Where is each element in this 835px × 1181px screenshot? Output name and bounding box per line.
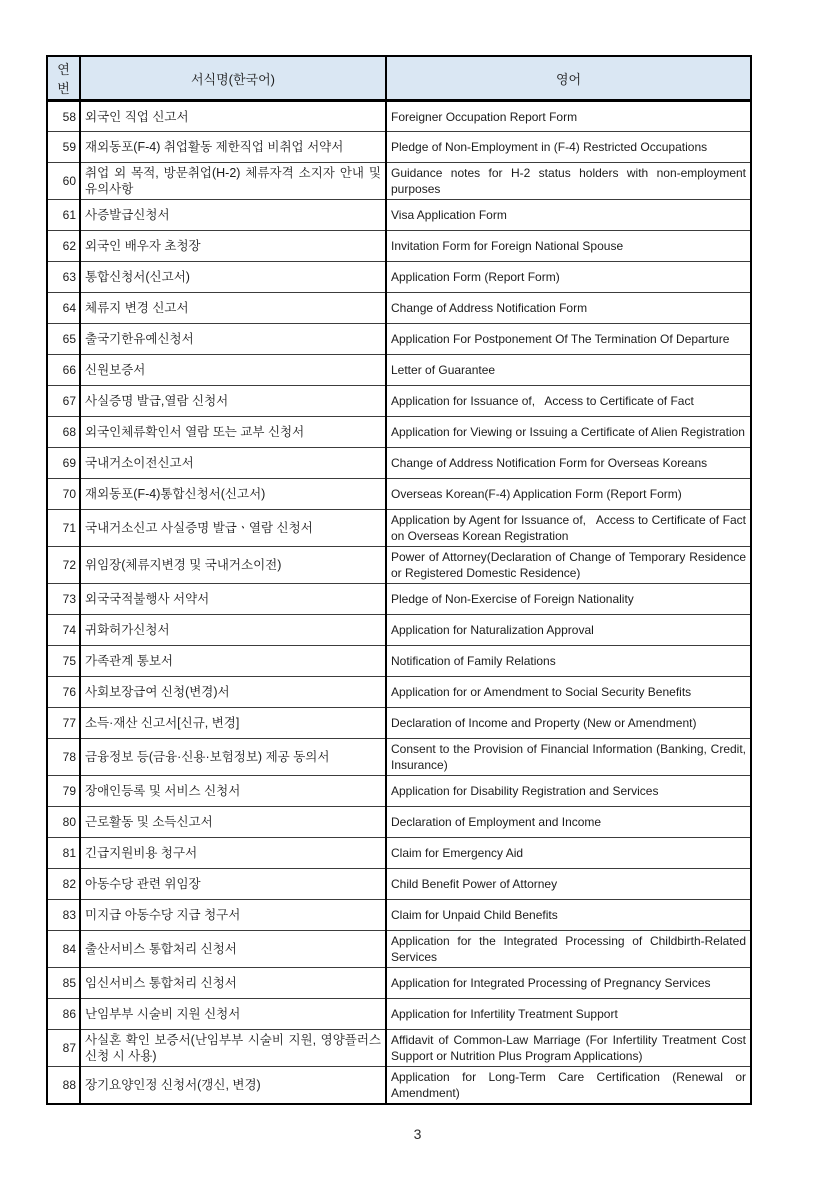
- english-form-name-cell: Claim for Emergency Aid: [386, 838, 751, 869]
- table-row: [47, 262, 751, 293]
- korean-form-name-cell: 신원보증서: [80, 355, 386, 386]
- header-cell-number: 연번: [47, 56, 80, 101]
- english-form-name-cell: Guidance notes for H-2 status holders with non-employment purposes: [386, 163, 751, 200]
- table-row: [47, 324, 751, 355]
- english-form-name-cell: Foreigner Occupation Report Form: [386, 101, 751, 132]
- table-row: [47, 999, 751, 1030]
- korean-form-name-cell: 가족관계 통보서: [80, 646, 386, 677]
- table-row: [47, 547, 751, 584]
- row-number-cell: 71: [47, 510, 80, 547]
- row-number-cell: 85: [47, 968, 80, 999]
- forms-table: [46, 55, 752, 1105]
- korean-form-name-cell: 체류지 변경 신고서: [80, 293, 386, 324]
- korean-form-name-cell: 사회보장급여 신청(변경)서: [80, 677, 386, 708]
- korean-form-name-cell: 장기요양인정 신청서(갱신, 변경): [80, 1067, 386, 1105]
- korean-form-name-cell: 재외동포(F-4) 취업활동 제한직업 비취업 서약서: [80, 132, 386, 163]
- table-row: [47, 386, 751, 417]
- row-number-cell: 68: [47, 417, 80, 448]
- row-number-cell: 73: [47, 584, 80, 615]
- korean-form-name-cell: 외국인 배우자 초청장: [80, 231, 386, 262]
- english-form-name-cell: Application For Postponement Of The Termination Of Departure: [386, 324, 751, 355]
- korean-form-name-cell: 재외동포(F-4)통합신청서(신고서): [80, 479, 386, 510]
- table-row: [47, 132, 751, 163]
- korean-form-name-cell: 통합신청서(신고서): [80, 262, 386, 293]
- row-number-cell: 69: [47, 448, 80, 479]
- english-form-name-cell: Application for Long-Term Care Certification (Renewal or Amendment): [386, 1067, 751, 1105]
- korean-form-name-cell: 사증발급신청서: [80, 200, 386, 231]
- row-number-cell: 62: [47, 231, 80, 262]
- table-row: [47, 677, 751, 708]
- table-row: [47, 448, 751, 479]
- table-row: [47, 1067, 751, 1105]
- table-row: [47, 838, 751, 869]
- korean-form-name-cell: 외국국적불행사 서약서: [80, 584, 386, 615]
- korean-form-name-cell: 국내거소이전신고서: [80, 448, 386, 479]
- row-number-cell: 61: [47, 200, 80, 231]
- english-form-name-cell: Pledge of Non-Employment in (F-4) Restricted Occupations: [386, 132, 751, 163]
- korean-form-name-cell: 취업 외 목적, 방문취업(H-2) 체류자격 소지자 안내 및 유의사항: [80, 163, 386, 200]
- table-row: [47, 163, 751, 200]
- english-form-name-cell: Letter of Guarantee: [386, 355, 751, 386]
- table-row: [47, 355, 751, 386]
- table-row: [47, 739, 751, 776]
- table-row: [47, 646, 751, 677]
- row-number-cell: 67: [47, 386, 80, 417]
- row-number-cell: 84: [47, 931, 80, 968]
- row-number-cell: 65: [47, 324, 80, 355]
- row-number-cell: 82: [47, 869, 80, 900]
- english-form-name-cell: Affidavit of Common-Law Marriage (For Infertility Treatment Cost Support or Nutrition Plus Program Applications): [386, 1030, 751, 1067]
- korean-form-name-cell: 소득·재산 신고서[신규, 변경]: [80, 708, 386, 739]
- table-row: [47, 101, 751, 132]
- table-row: [47, 869, 751, 900]
- table-row: [47, 807, 751, 838]
- english-form-name-cell: Application for Issuance of, Access to Certificate of Fact: [386, 386, 751, 417]
- english-form-name-cell: Change of Address Notification Form: [386, 293, 751, 324]
- english-form-name-cell: Application Form (Report Form): [386, 262, 751, 293]
- page-number: 3: [413, 1126, 422, 1142]
- table-row: [47, 231, 751, 262]
- row-number-cell: 74: [47, 615, 80, 646]
- english-form-name-cell: Visa Application Form: [386, 200, 751, 231]
- row-number-cell: 72: [47, 547, 80, 584]
- table-row: [47, 417, 751, 448]
- row-number-cell: 58: [47, 101, 80, 132]
- english-form-name-cell: Declaration of Income and Property (New or Amendment): [386, 708, 751, 739]
- korean-form-name-cell: 출산서비스 통합처리 신청서: [80, 931, 386, 968]
- korean-form-name-cell: 금융정보 등(금융·신용·보험정보) 제공 동의서: [80, 739, 386, 776]
- row-number-cell: 78: [47, 739, 80, 776]
- table-header-row: [47, 56, 751, 101]
- english-form-name-cell: Application by Agent for Issuance of, Access to Certificate of Fact on Overseas Korean Registration: [386, 510, 751, 547]
- table-row: [47, 900, 751, 931]
- english-form-name-cell: Notification of Family Relations: [386, 646, 751, 677]
- korean-form-name-cell: 임신서비스 통합처리 신청서: [80, 968, 386, 999]
- row-number-cell: 83: [47, 900, 80, 931]
- table-body: [47, 101, 751, 1105]
- korean-form-name-cell: 근로활동 및 소득신고서: [80, 807, 386, 838]
- korean-form-name-cell: 출국기한유예신청서: [80, 324, 386, 355]
- row-number-cell: 60: [47, 163, 80, 200]
- row-number-cell: 63: [47, 262, 80, 293]
- header-cell-english-name: 영어: [386, 56, 751, 101]
- english-form-name-cell: Claim for Unpaid Child Benefits: [386, 900, 751, 931]
- table-row: [47, 776, 751, 807]
- table-row: [47, 479, 751, 510]
- korean-form-name-cell: 아동수당 관련 위임장: [80, 869, 386, 900]
- table-row: [47, 293, 751, 324]
- row-number-cell: 79: [47, 776, 80, 807]
- english-form-name-cell: Application for Viewing or Issuing a Certificate of Alien Registration: [386, 417, 751, 448]
- english-form-name-cell: Application for Disability Registration and Services: [386, 776, 751, 807]
- english-form-name-cell: Application for the Integrated Processing of Childbirth-Related Services: [386, 931, 751, 968]
- english-form-name-cell: Invitation Form for Foreign National Spouse: [386, 231, 751, 262]
- english-form-name-cell: Pledge of Non-Exercise of Foreign Nationality: [386, 584, 751, 615]
- table-row: [47, 931, 751, 968]
- korean-form-name-cell: 귀화허가신청서: [80, 615, 386, 646]
- row-number-cell: 59: [47, 132, 80, 163]
- korean-form-name-cell: 사실증명 발급,열람 신청서: [80, 386, 386, 417]
- english-form-name-cell: Change of Address Notification Form for Overseas Koreans: [386, 448, 751, 479]
- english-form-name-cell: Declaration of Employment and Income: [386, 807, 751, 838]
- english-form-name-cell: Application for Naturalization Approval: [386, 615, 751, 646]
- row-number-cell: 80: [47, 807, 80, 838]
- table-row: [47, 1030, 751, 1067]
- english-form-name-cell: Child Benefit Power of Attorney: [386, 869, 751, 900]
- row-number-cell: 87: [47, 1030, 80, 1067]
- english-form-name-cell: Application for Integrated Processing of Pregnancy Services: [386, 968, 751, 999]
- english-form-name-cell: Application for or Amendment to Social Security Benefits: [386, 677, 751, 708]
- korean-form-name-cell: 사실혼 확인 보증서(난임부부 시술비 지원, 영양플러스 신청 시 사용): [80, 1030, 386, 1067]
- row-number-cell: 70: [47, 479, 80, 510]
- korean-form-name-cell: 위임장(체류지변경 및 국내거소이전): [80, 547, 386, 584]
- english-form-name-cell: Consent to the Provision of Financial Information (Banking, Credit, Insurance): [386, 739, 751, 776]
- table-row: [47, 200, 751, 231]
- header-cell-korean-name: 서식명(한국어): [80, 56, 386, 101]
- korean-form-name-cell: 국내거소신고 사실증명 발급ㆍ열람 신청서: [80, 510, 386, 547]
- row-number-cell: 86: [47, 999, 80, 1030]
- row-number-cell: 77: [47, 708, 80, 739]
- korean-form-name-cell: 장애인등록 및 서비스 신청서: [80, 776, 386, 807]
- english-form-name-cell: Overseas Korean(F-4) Application Form (Report Form): [386, 479, 751, 510]
- table-row: [47, 968, 751, 999]
- table-row: [47, 615, 751, 646]
- table-row: [47, 510, 751, 547]
- row-number-cell: 81: [47, 838, 80, 869]
- table-row: [47, 708, 751, 739]
- row-number-cell: 88: [47, 1067, 80, 1105]
- korean-form-name-cell: 긴급지원비용 청구서: [80, 838, 386, 869]
- korean-form-name-cell: 외국인체류확인서 열람 또는 교부 신청서: [80, 417, 386, 448]
- korean-form-name-cell: 미지급 아동수당 지급 청구서: [80, 900, 386, 931]
- row-number-cell: 66: [47, 355, 80, 386]
- english-form-name-cell: Power of Attorney(Declaration of Change of Temporary Residence or Registered Domestic Residence): [386, 547, 751, 584]
- row-number-cell: 76: [47, 677, 80, 708]
- korean-form-name-cell: 외국인 직업 신고서: [80, 101, 386, 132]
- english-form-name-cell: Application for Infertility Treatment Support: [386, 999, 751, 1030]
- table-row: [47, 584, 751, 615]
- row-number-cell: 75: [47, 646, 80, 677]
- korean-form-name-cell: 난임부부 시술비 지원 신청서: [80, 999, 386, 1030]
- row-number-cell: 64: [47, 293, 80, 324]
